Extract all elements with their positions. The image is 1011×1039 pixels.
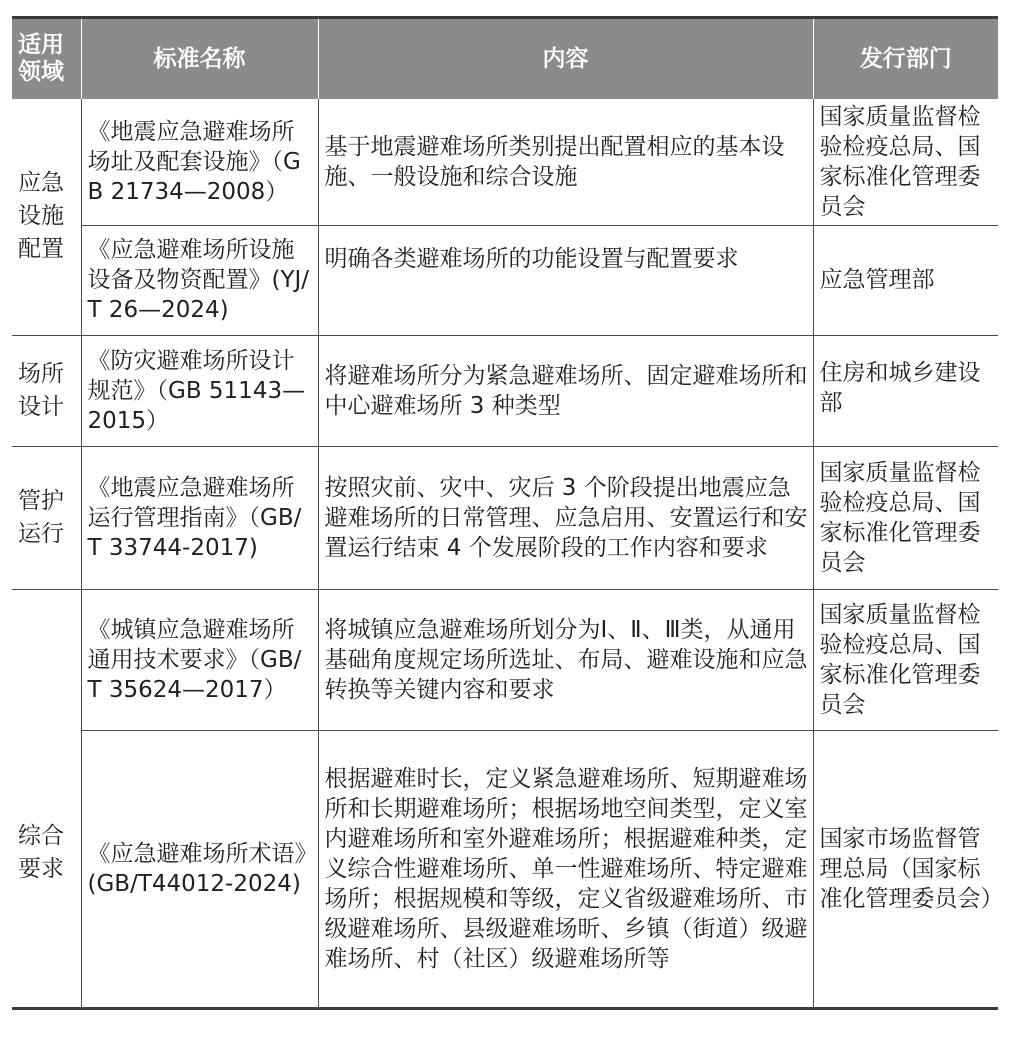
standard-name-cell: 《应急避难场所术语》(GB/T44012-2024) [81, 730, 318, 1008]
standard-name-cell: 《地震应急避难场所场址及配套设施》（GB 21734—2008） [81, 99, 318, 225]
domain-cell-facility [12, 99, 81, 335]
domain-line: 运行 [18, 520, 64, 547]
header-name: 标准名称 [81, 18, 318, 100]
header-domain-line2: 领域 [18, 59, 64, 85]
issuer-cell: 国家质量监督检验检疫总局、国家标准化管理委员会 [813, 446, 998, 589]
table-row [12, 99, 998, 225]
content-cell: 将避难场所分为紧急避难场所、固定避难场所和中心避难场所 3 种类型 [318, 335, 813, 446]
header-domain-line1: 适用 [18, 32, 64, 58]
table-row [12, 446, 998, 589]
domain-cell-design [12, 335, 81, 446]
content-cell: 将城镇应急避难场所划分为Ⅰ、Ⅱ、Ⅲ类，从通用基础角度规定场所选址、布局、避难设施和应急转换等关键内容和要求 [318, 589, 813, 730]
table-row [12, 335, 998, 446]
domain-line: 要求 [18, 855, 64, 882]
issuer-cell: 住房和城乡建设部 [813, 335, 998, 446]
domain-cell-general [12, 589, 81, 1008]
domain-line: 场所 [18, 360, 64, 387]
standards-table [12, 16, 1004, 1010]
domain-line: 管护 [18, 487, 64, 514]
content-cell: 根据避难时长，定义紧急避难场所、短期避难场所和长期避难场所；根据场地空间类型，定义室内避难场所和室外避难场所；根据避难种类，定义综合性避难场所、单一性避难场所、特定避难场所；根据规模和等级，定义省级避难场所、市级避难场所、县级避难场昕、乡镇（街道）级避难场所、村（社区）级避难场所等 [318, 730, 813, 1008]
domain-line: 设施 [18, 203, 64, 230]
domain-line: 应急 [18, 170, 64, 197]
content-cell: 明确各类避难场所的功能设置与配置要求 [318, 225, 813, 335]
content-cell: 基于地震避难场所类别提出配置相应的基本设施、一般设施和综合设施 [318, 99, 813, 225]
table-row [12, 589, 998, 730]
standard-name-cell: 《城镇应急避难场所通用技术要求》（GB/T 35624—2017） [81, 589, 318, 730]
content-cell: 按照灾前、灾中、灾后 3 个阶段提出地震应急避难场所的日常管理、应急启用、安置运行和安置运行结束 4 个发展阶段的工作内容和要求 [318, 446, 813, 589]
issuer-cell: 国家质量监督检验检疫总局、国家标准化管理委员会 [813, 589, 998, 730]
domain-cell-operation [12, 446, 81, 589]
table-header-row [12, 18, 998, 100]
header-issuer: 发行部门 [813, 18, 998, 100]
issuer-cell: 应急管理部 [813, 225, 998, 335]
issuer-cell: 国家市场监督管理总局（国家标准化管理委员会） [813, 730, 998, 1008]
domain-line: 设计 [18, 393, 64, 420]
standards-table-container [12, 16, 1004, 1010]
standard-name-cell: 《应急避难场所设施设备及物资配置》(YJ/T 26—2024) [81, 225, 318, 335]
table-row [12, 225, 998, 335]
standard-name-cell: 《防灾避难场所设计规范》（GB 51143—2015） [81, 335, 318, 446]
header-content: 内容 [318, 18, 813, 100]
header-domain [12, 18, 81, 100]
domain-line: 配置 [18, 236, 64, 263]
standard-name-cell: 《地震应急避难场所运行管理指南》（GB/T 33744-2017) [81, 446, 318, 589]
domain-line: 综合 [18, 822, 64, 849]
table-row [12, 730, 998, 1008]
issuer-cell: 国家质量监督检验检疫总局、国家标准化管理委员会 [813, 99, 998, 225]
